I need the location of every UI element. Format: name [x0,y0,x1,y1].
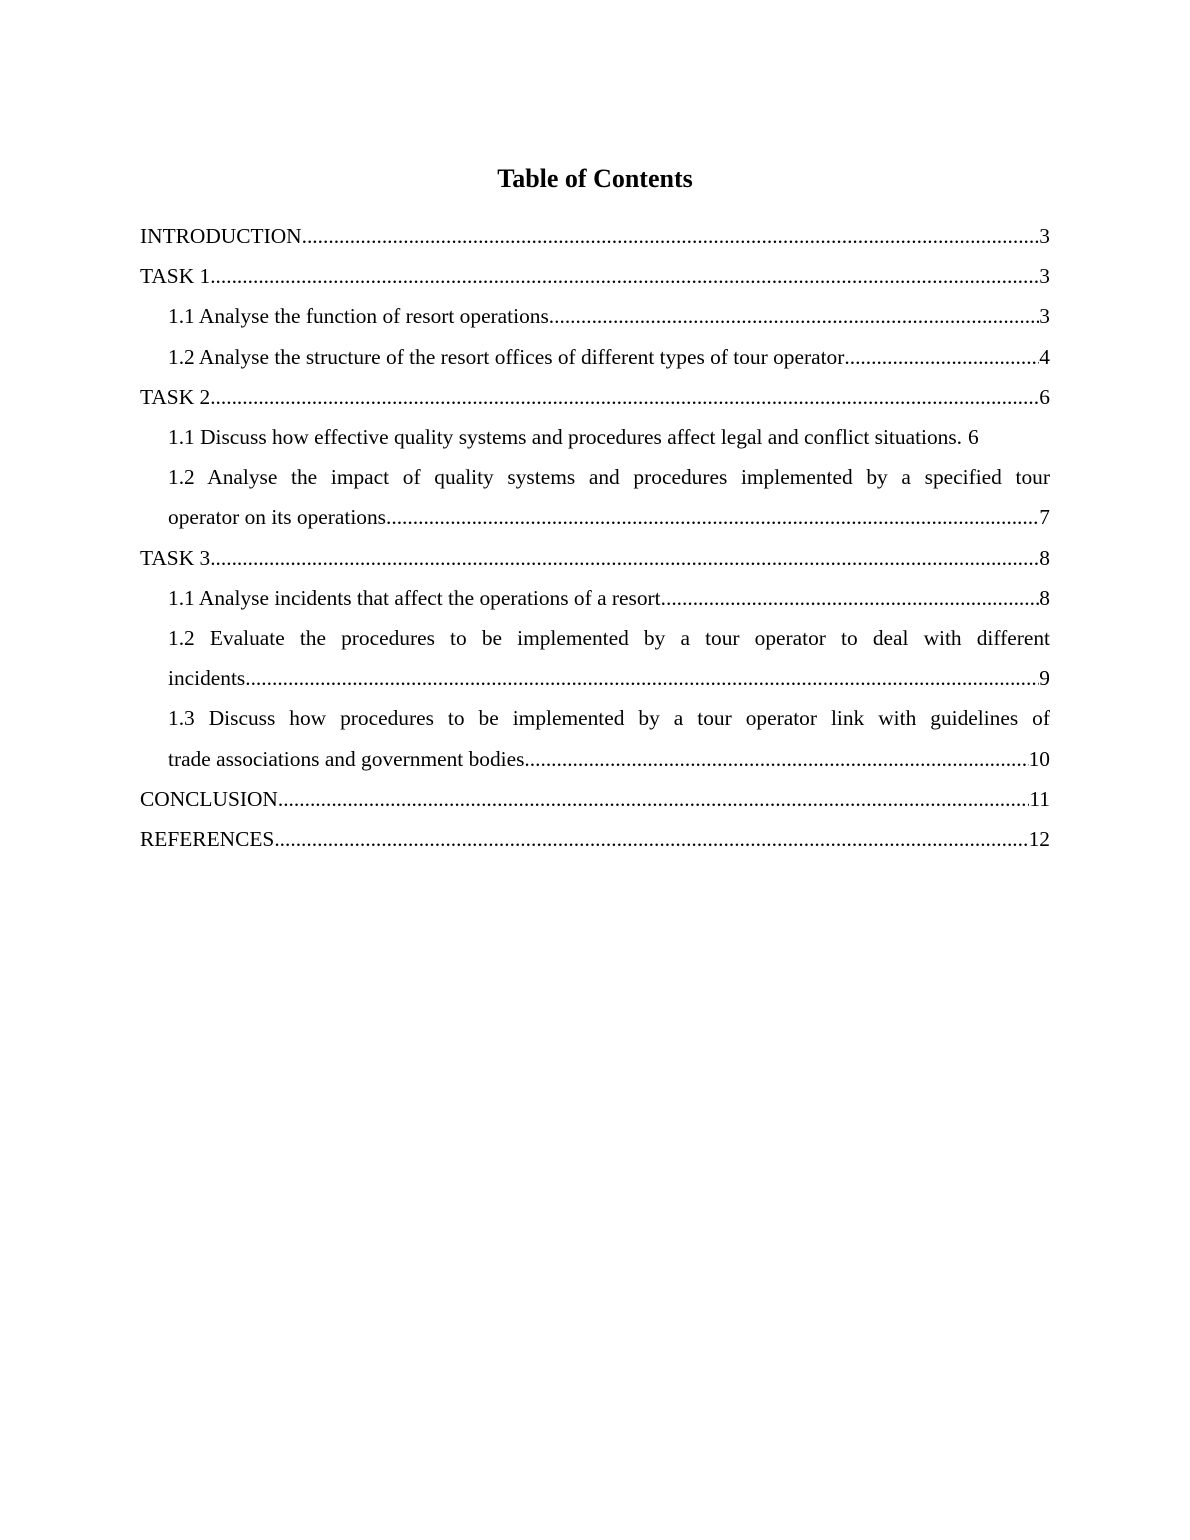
toc-entry-label: INTRODUCTION [140,224,302,248]
dot-leader [210,538,1039,578]
toc-entry-references[interactable] [140,819,1050,859]
toc-page-number: 10 [1028,746,1050,771]
toc-entry-task-1-2[interactable] [168,337,1050,377]
dot-leader [844,337,1039,377]
dot-leader [524,739,1028,779]
toc-entry-label: CONCLUSION [140,786,278,811]
toc-entry-label-line-1: 1.2 Evaluate the procedures to be implemented by a tour operator to deal with different [168,626,1050,651]
toc-entry-task-1[interactable] [140,256,1050,296]
toc-page-number: 9 [1039,666,1050,691]
toc-entry-task-3-2[interactable] [168,618,1050,698]
toc-page-number: 4 [1039,344,1050,369]
dot-leader [549,296,1040,336]
toc-entry-task-3[interactable] [140,538,1050,578]
dot-leader [302,216,1040,256]
toc-entry-label: TASK 2 [140,384,211,409]
dot-leader [210,256,1039,296]
dot-leader [210,377,1039,417]
toc-entry-label-line-2: operator on its operations [168,505,387,530]
toc-entry-task-1-1[interactable] [168,296,1050,336]
toc-entry-label: 1.1 Discuss how effective quality systems and procedures affect legal and conflict situations. [168,425,963,450]
toc-entry-label: 1.1 Analyse incidents that affect the operations of a resort [168,585,661,610]
toc-entry-label: TASK 1 [140,264,211,289]
toc-page-number: 6 [968,425,979,450]
toc-entry-task-2[interactable] [140,377,1050,417]
toc-page-number: 8 [1039,545,1050,570]
toc-entry-conclusion[interactable] [140,779,1050,819]
dot-leader [386,497,1039,537]
dot-leader [661,578,1040,618]
toc-page-number: 3 [1039,264,1050,289]
toc-entry-label: REFERENCES [140,827,275,852]
toc-entry-label-line-1: 1.3 Discuss how procedures to be implemented by a tour operator link with guidelines of [168,706,1050,731]
toc-page-number: 3 [1039,224,1050,248]
toc-entry-label: TASK 3 [140,545,211,570]
table-of-contents [140,216,1050,859]
toc-page-number: 11 [1029,786,1050,811]
dot-leader [274,819,1028,859]
toc-entry-label-line-2: trade associations and government bodies [168,746,525,771]
toc-title: Table of Contents [497,164,693,193]
toc-page-number: 3 [1039,304,1050,329]
toc-entry-label-line-2: incidents [168,666,246,691]
toc-page-number: 7 [1039,505,1050,530]
toc-entry-introduction[interactable] [140,216,1050,256]
dot-leader [278,779,1030,819]
toc-entry-task-2-2[interactable] [168,457,1050,537]
toc-entry-task-2-1[interactable] [168,417,1050,457]
toc-entry-task-3-3[interactable] [168,698,1050,778]
toc-entry-label-line-1: 1.2 Analyse the impact of quality systems and procedures implemented by a specified tour [168,465,1050,490]
toc-entry-label: 1.1 Analyse the function of resort operations [168,304,549,329]
toc-entry-label: 1.2 Analyse the structure of the resort offices of different types of tour operator [168,344,845,369]
toc-page-number: 6 [1039,384,1050,409]
toc-entry-task-3-1[interactable] [168,578,1050,618]
toc-page-number: 12 [1028,827,1050,852]
toc-page-number: 8 [1039,585,1050,610]
dot-leader [245,658,1039,698]
